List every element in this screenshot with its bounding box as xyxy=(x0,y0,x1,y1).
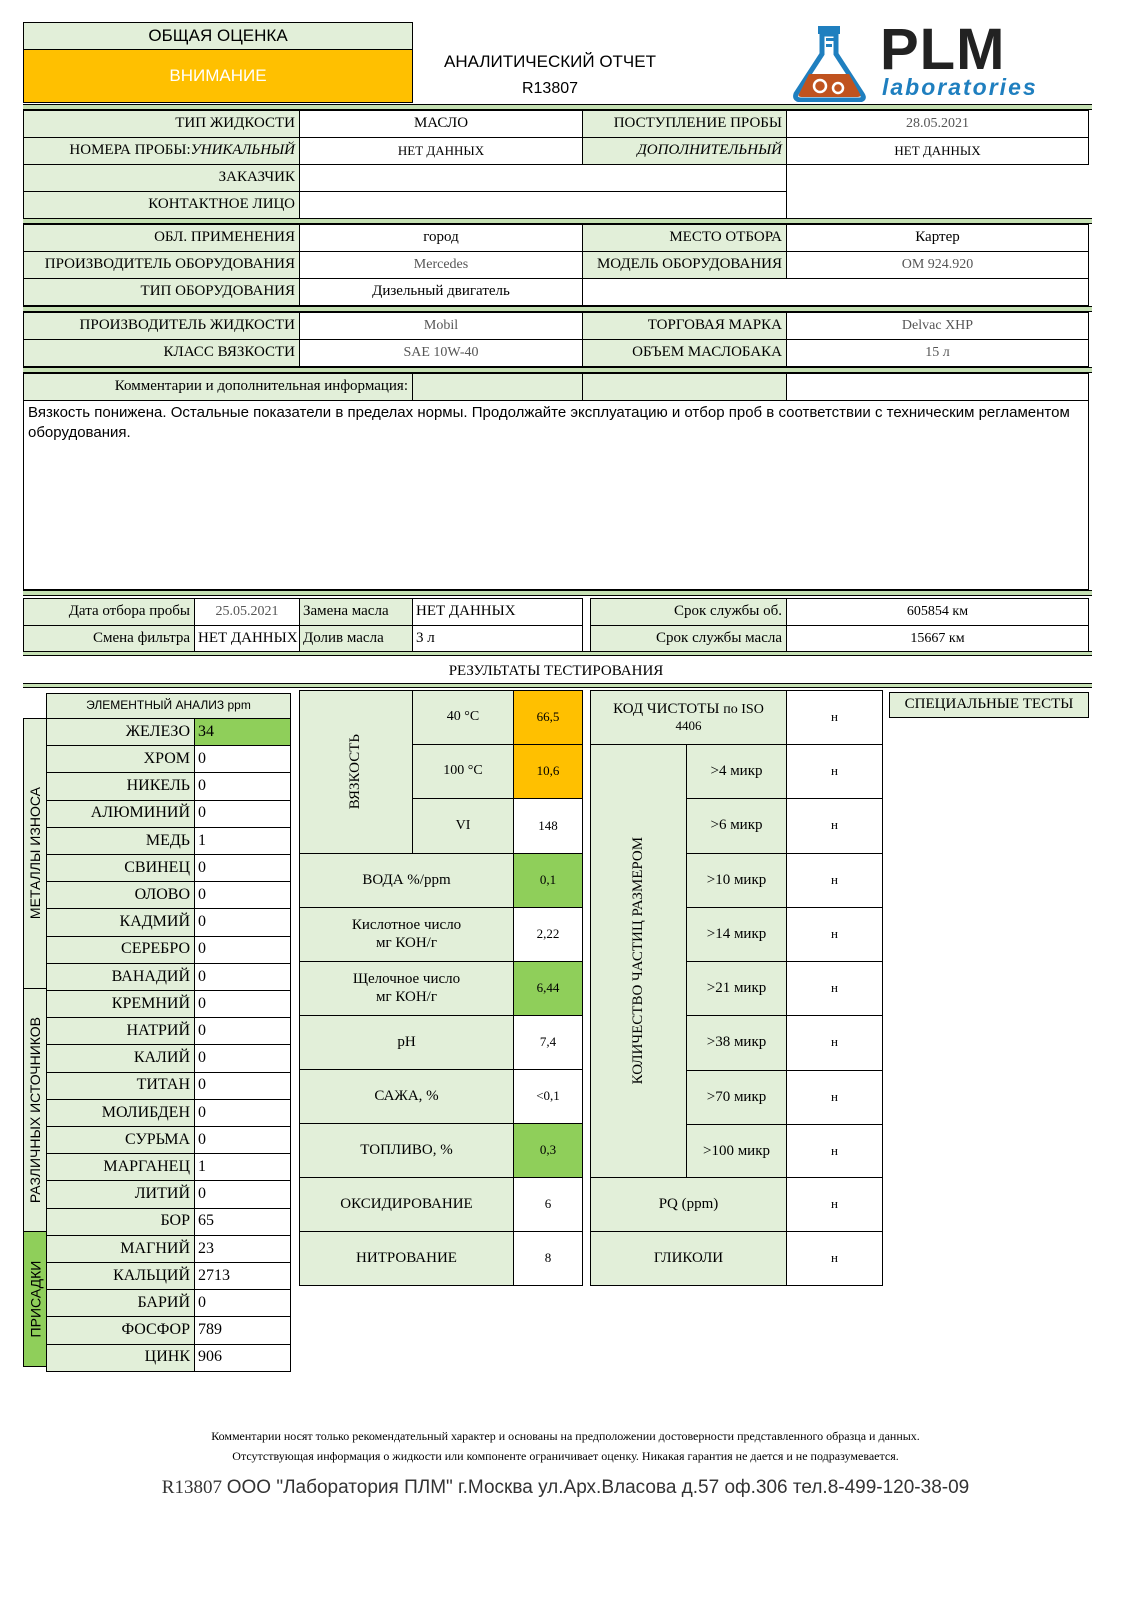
element-name: СЕРЕБРО xyxy=(46,936,195,964)
filter-change-label: Смена фильтра xyxy=(23,625,195,653)
equipment-type-value: Дизельный двигатель xyxy=(299,278,583,306)
element-value: 2713 xyxy=(194,1262,291,1290)
customer-label: ЗАКАЗЧИК xyxy=(23,164,300,192)
element-name: КАДМИЙ xyxy=(46,908,195,936)
element-name: ЛИТИЙ xyxy=(46,1180,195,1208)
element-name: ФОСФОР xyxy=(46,1316,195,1344)
top-up-label: Долив масла xyxy=(299,625,413,653)
element-value: 0 xyxy=(194,854,291,882)
element-value: 0 xyxy=(194,800,291,828)
particle-size-value: н xyxy=(786,907,883,962)
area-label: ОБЛ. ПРИМЕНЕНИЯ xyxy=(23,224,300,252)
acid-number-label: Кислотное число мг КОН/г xyxy=(299,907,514,962)
elements-title: ЭЛЕМЕНТНЫЙ АНАЛИЗ ppm xyxy=(46,693,291,719)
additional-value: НЕТ ДАННЫХ xyxy=(786,137,1089,165)
oil-change-label: Замена масла xyxy=(299,598,413,626)
element-name: СУРЬМА xyxy=(46,1126,195,1154)
equipment-model-value: OM 924.920 xyxy=(786,251,1089,279)
empty-cell xyxy=(412,373,583,401)
logo-main-text: PLM xyxy=(880,17,1006,82)
element-value: 65 xyxy=(194,1208,291,1236)
element-name: МАГНИЙ xyxy=(46,1235,195,1263)
element-value: 0 xyxy=(194,1180,291,1208)
element-name: ХРОМ xyxy=(46,745,195,773)
equipment-type-label: ТИП ОБОРУДОВАНИЯ xyxy=(23,278,300,306)
pq-value: н xyxy=(786,1177,883,1232)
report-id: R13807 xyxy=(521,80,579,97)
viscosity-index-label: VI xyxy=(412,798,514,854)
comments-text: Вязкость понижена. Остальные показатели в пределах нормы. Продолжайте эксплуатацию и отбор проб в соответствии с техническим регламентом оборудования. xyxy=(23,400,1089,590)
footer-disclaimer-1: Комментарии носят только рекомендательный характер и основаны на предположении достоверности представленного образца и данных. xyxy=(211,1429,920,1443)
empty-cell xyxy=(582,278,1089,306)
pq-label: PQ (ppm) xyxy=(590,1177,787,1232)
particle-size-value: н xyxy=(786,798,883,853)
element-name: КАЛЬЦИЙ xyxy=(46,1262,195,1290)
viscosity-label: ВЯЗКОСТЬ xyxy=(299,690,413,854)
customer-value xyxy=(299,164,787,192)
brand-label: ТОРГОВАЯ МАРКА xyxy=(582,312,787,340)
tank-volume-label: ОБЪЕМ МАСЛОБАКА xyxy=(582,339,787,367)
element-value: 1 xyxy=(194,827,291,855)
sample-number-value: НЕТ ДАННЫХ xyxy=(299,137,583,165)
particle-size-label: >38 микр xyxy=(686,1015,787,1070)
particle-count-label: КОЛИЧЕСТВО ЧАСТИЦ РАЗМЕРОМ xyxy=(590,744,687,1178)
oxidation-label: ОКСИДИРОВАНИЕ xyxy=(299,1177,514,1232)
ph-label: pH xyxy=(299,1015,514,1070)
particle-size-label: >10 микр xyxy=(686,853,787,908)
element-name: СВИНЕЦ xyxy=(46,854,195,882)
iso-code-label: КОД ЧИСТОТЫ по ISO 4406 xyxy=(590,690,787,745)
base-number-label: Щелочное число мг КОН/г xyxy=(299,961,514,1016)
viscosity-index-value: 148 xyxy=(513,798,583,854)
empty-cell xyxy=(582,373,787,401)
comments-label: Комментарии и дополнительная информация: xyxy=(23,373,413,401)
element-name: НИКЕЛЬ xyxy=(46,772,195,800)
equipment-life-value: 605854 км xyxy=(786,598,1089,626)
particle-size-value: н xyxy=(786,853,883,908)
element-value: 0 xyxy=(194,772,291,800)
footer-address: ООО "Лаборатория ПЛМ" г.Москва ул.Арх.Власова д.57 оф.306 тел.8-499-120-38-09 xyxy=(226,1477,970,1498)
element-value: 0 xyxy=(194,881,291,909)
sample-point-label: МЕСТО ОТБОРА xyxy=(582,224,787,252)
equipment-maker-value: Mercedes xyxy=(299,251,583,279)
element-value: 0 xyxy=(194,1289,291,1317)
sample-number-label: НОМЕРА ПРОБЫ: УНИКАЛЬНЫЙ xyxy=(23,137,300,165)
report-title: АНАЛИТИЧЕСКИЙ ОТЧЕТ xyxy=(444,52,656,71)
element-name: АЛЮМИНИЙ xyxy=(46,800,195,828)
ph-value: 7,4 xyxy=(513,1015,583,1070)
soot-label: САЖА, % xyxy=(299,1069,514,1124)
element-name: КАЛИЙ xyxy=(46,1044,195,1072)
element-value: 0 xyxy=(194,745,291,773)
particle-size-value: н xyxy=(786,1070,883,1125)
viscosity-40-label: 40 °C xyxy=(412,690,514,745)
results-title: РЕЗУЛЬТАТЫ ТЕСТИРОВАНИЯ xyxy=(448,663,664,679)
additives-group-label: ПРИСАДКИ xyxy=(23,1231,47,1367)
equipment-maker-label: ПРОИЗВОДИТЕЛЬ ОБОРУДОВАНИЯ xyxy=(23,251,300,279)
wear-metals-group-label: МЕТАЛЛЫ ИЗНОСА xyxy=(23,718,47,989)
overall-rating-label: ОБЩАЯ ОЦЕНКА xyxy=(23,22,413,50)
glycol-value: н xyxy=(786,1231,883,1286)
flask-icon xyxy=(790,22,880,102)
element-value: 0 xyxy=(194,1072,291,1100)
iso-code-value: н xyxy=(786,690,883,745)
equipment-model-label: МОДЕЛЬ ОБОРУДОВАНИЯ xyxy=(582,251,787,279)
logo-sub-text: laboratories xyxy=(882,74,1038,100)
various-sources-group-label: РАЗЛИЧНЫХ ИСТОЧНИКОВ xyxy=(23,988,47,1232)
viscosity-class-value: SAE 10W-40 xyxy=(299,339,583,367)
plm-logo xyxy=(790,17,1090,104)
receipt-label: ПОСТУПЛЕНИЕ ПРОБЫ xyxy=(582,110,787,138)
viscosity-40-value: 66,5 xyxy=(513,690,583,745)
footer-report-id: R13807 xyxy=(161,1477,222,1498)
empty-cell xyxy=(786,373,1089,401)
element-name: НАТРИЙ xyxy=(46,1017,195,1045)
element-name: БОР xyxy=(46,1208,195,1236)
element-name: ОЛОВО xyxy=(46,881,195,909)
element-value: 0 xyxy=(194,908,291,936)
element-name: МОЛИБДЕН xyxy=(46,1099,195,1127)
nitration-label: НИТРОВАНИЕ xyxy=(299,1231,514,1286)
element-value: 0 xyxy=(194,990,291,1018)
water-value: 0,1 xyxy=(513,853,583,908)
element-value: 0 xyxy=(194,936,291,964)
fluid-maker-value: Mobil xyxy=(299,312,583,340)
brand-value: Delvac XHP xyxy=(786,312,1089,340)
element-value: 906 xyxy=(194,1344,291,1372)
particle-size-label: >100 микр xyxy=(686,1124,787,1179)
element-value: 0 xyxy=(194,1044,291,1072)
oil-life-label: Срок службы масла xyxy=(590,625,787,653)
soot-value: <0,1 xyxy=(513,1069,583,1124)
particle-size-label: >14 микр xyxy=(686,907,787,962)
sample-date-value: 25.05.2021 xyxy=(194,598,300,626)
oil-change-value: НЕТ ДАННЫХ xyxy=(412,598,583,626)
element-name: ЖЕЛЕЗО xyxy=(46,718,195,746)
element-name: МЕДЬ xyxy=(46,827,195,855)
element-value: 23 xyxy=(194,1235,291,1263)
footer-contacts xyxy=(23,1477,1108,1499)
fuel-value: 0,3 xyxy=(513,1123,583,1178)
sample-date-label: Дата отбора пробы xyxy=(23,598,195,626)
fluid-type-label: ТИП ЖИДКОСТИ xyxy=(23,110,300,138)
element-value: 0 xyxy=(194,1099,291,1127)
element-name: БАРИЙ xyxy=(46,1289,195,1317)
element-value: 0 xyxy=(194,963,291,991)
particle-size-value: н xyxy=(786,1015,883,1070)
particle-size-value: н xyxy=(786,1124,883,1179)
filter-change-value: НЕТ ДАННЫХ xyxy=(194,625,300,653)
element-value: 0 xyxy=(194,1126,291,1154)
particle-size-value: н xyxy=(786,961,883,1016)
particle-size-label: >21 микр xyxy=(686,961,787,1016)
contact-label: КОНТАКТНОЕ ЛИЦО xyxy=(23,191,300,219)
particle-size-label: >4 микр xyxy=(686,744,787,799)
additional-label: ДОПОЛНИТЕЛЬНЫЙ xyxy=(582,137,787,165)
element-name: ВАНАДИЙ xyxy=(46,963,195,991)
tank-volume-value: 15 л xyxy=(786,339,1089,367)
equipment-life-label: Срок службы об. xyxy=(590,598,787,626)
footer-disclaimer-2: Отсутствующая информация о жидкости или компоненте ограничивает оценку. Никакая гарантия не дается и не подразумевается. xyxy=(232,1449,899,1463)
element-value: 0 xyxy=(194,1017,291,1045)
fluid-maker-label: ПРОИЗВОДИТЕЛЬ ЖИДКОСТИ xyxy=(23,312,300,340)
oxidation-value: 6 xyxy=(513,1177,583,1232)
nitration-value: 8 xyxy=(513,1231,583,1286)
contact-value xyxy=(299,191,787,219)
oil-life-value: 15667 км xyxy=(786,625,1089,653)
element-value: 789 xyxy=(194,1316,291,1344)
element-name: ЦИНК xyxy=(46,1344,195,1372)
area-value: город xyxy=(299,224,583,252)
viscosity-100-value: 10,6 xyxy=(513,744,583,799)
base-number-value: 6,44 xyxy=(513,961,583,1016)
overall-rating-value: ВНИМАНИЕ xyxy=(23,49,413,103)
viscosity-class-label: КЛАСС ВЯЗКОСТИ xyxy=(23,339,300,367)
viscosity-100-label: 100 °C xyxy=(412,744,514,799)
glycol-label: ГЛИКОЛИ xyxy=(590,1231,787,1286)
particle-size-label: >6 микр xyxy=(686,798,787,853)
acid-number-value: 2,22 xyxy=(513,907,583,962)
element-name: МАРГАНЕЦ xyxy=(46,1153,195,1181)
element-name: ТИТАН xyxy=(46,1072,195,1100)
receipt-date: 28.05.2021 xyxy=(786,110,1089,138)
particle-size-value: н xyxy=(786,744,883,799)
special-tests-title: СПЕЦИАЛЬНЫЕ ТЕСТЫ xyxy=(889,692,1089,718)
element-name: КРЕМНИЙ xyxy=(46,990,195,1018)
particle-size-label: >70 микр xyxy=(686,1070,787,1125)
element-value: 34 xyxy=(194,718,291,746)
fuel-label: ТОПЛИВО, % xyxy=(299,1123,514,1178)
water-label: ВОДА %/ppm xyxy=(299,853,514,908)
element-value: 1 xyxy=(194,1153,291,1181)
top-up-value: 3 л xyxy=(412,625,583,653)
fluid-type-value: МАСЛО xyxy=(299,110,583,138)
sample-point-value: Картер xyxy=(786,224,1089,252)
